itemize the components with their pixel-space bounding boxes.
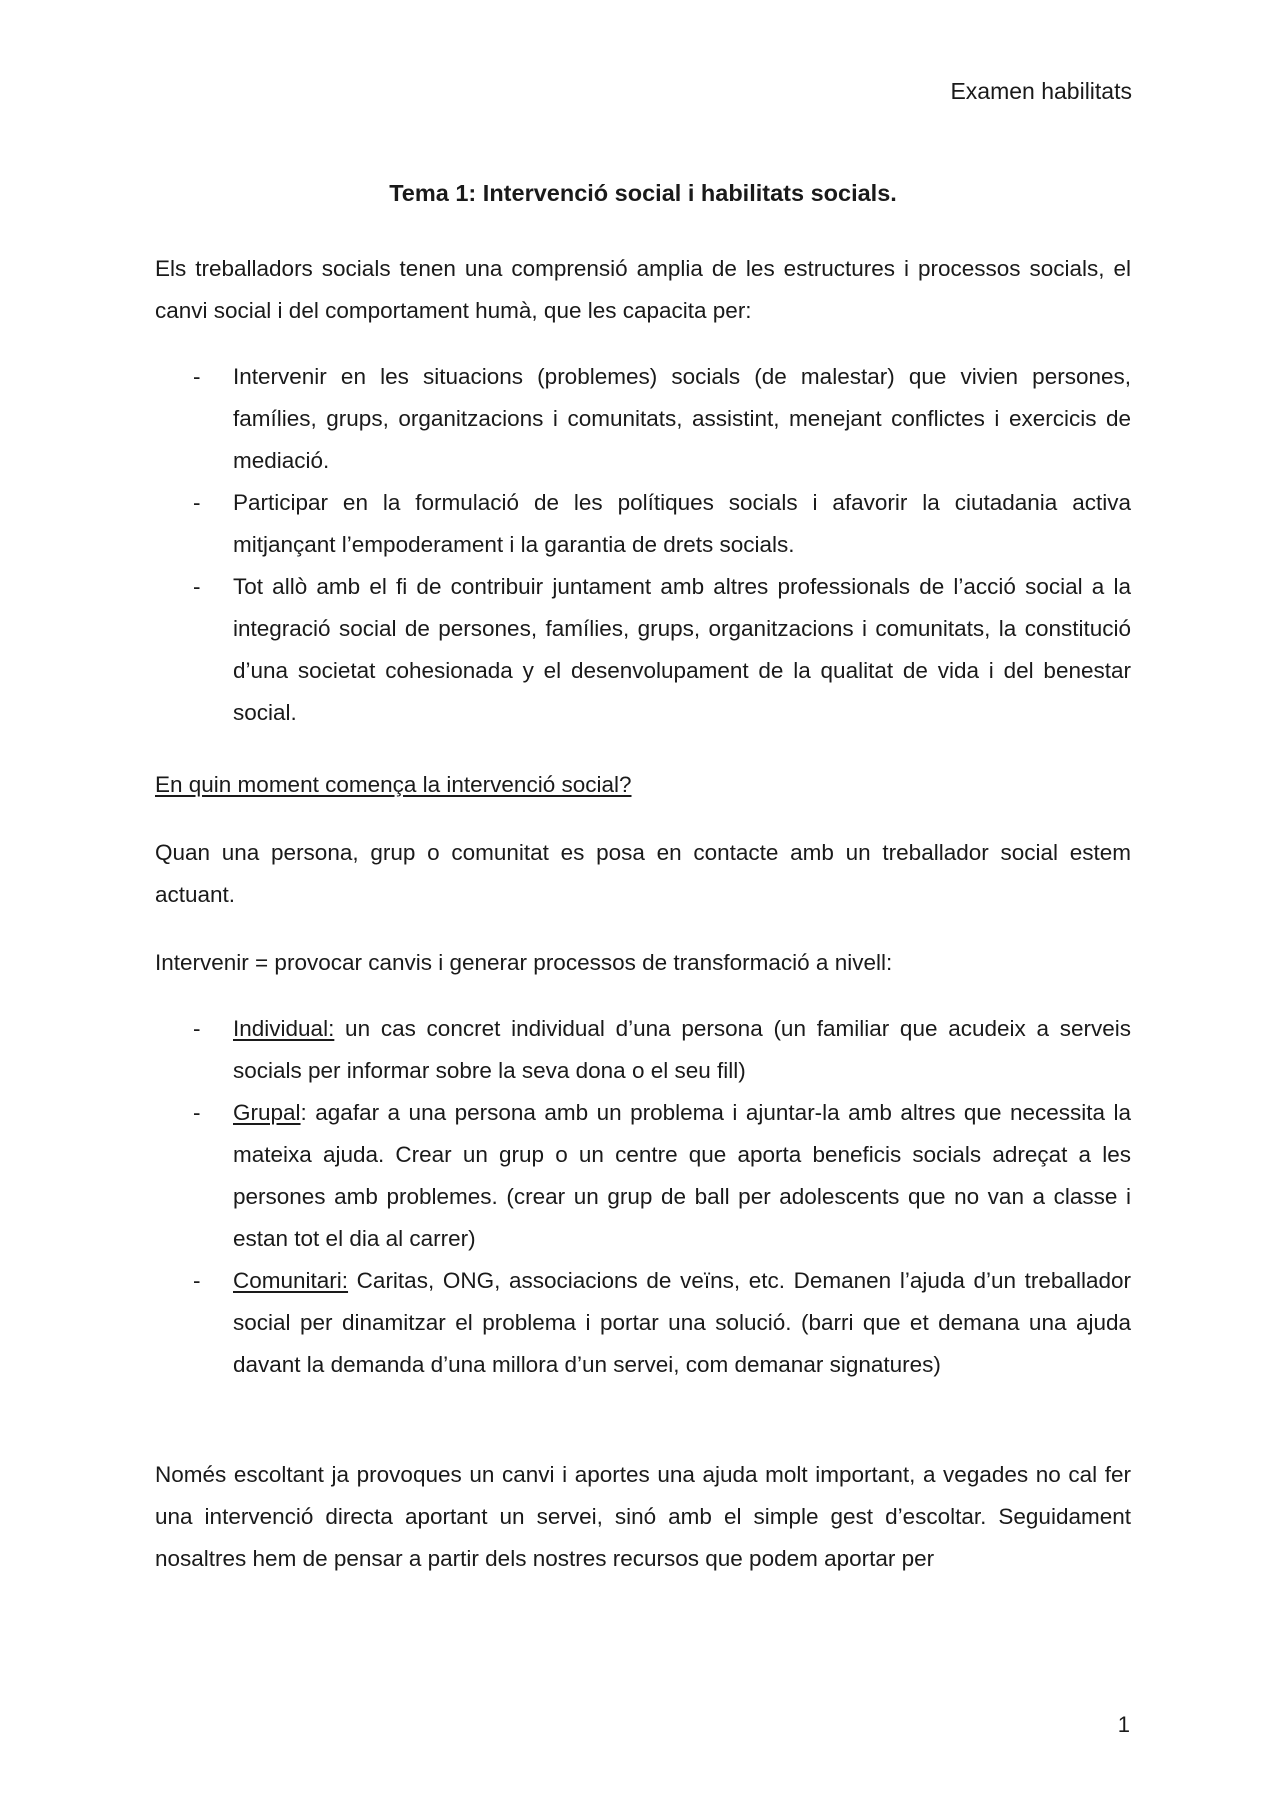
list-item-text: Intervenir en les situacions (problemes) socials (de malestar) que vivien persones, famílies, grups, organitzacions i comunitats, assistint, menejant conflictes i exercicis de mediació. xyxy=(233,364,1131,473)
level-term: Individual: xyxy=(233,1016,335,1041)
levels-list-block xyxy=(155,1008,1131,1386)
dash-bullet: - xyxy=(193,1100,201,1125)
list-item-text: Tot allò amb el fi de contribuir juntament amb altres professionals de l’acció social a la integració social de persones, famílies, grups, organitzacions i comunitats, la constitució d’una societat cohesionada y el desenvolupament de la qualitat de vida i del benestar social. xyxy=(233,574,1131,725)
level-text: : agafar a una persona amb un problema i ajuntar-la amb altres que necessita la mateixa ajuda. Crear un grup o un centre que aporta beneficis socials adreçat a les persones amb problemes. (crear un grup de ball per adolescents que no van a classe i estan tot el dia al carrer) xyxy=(233,1100,1131,1251)
closing-paragraph: Només escoltant ja provoques un canvi i aportes una ajuda molt important, a vegades no cal fer una intervenció directa aportant un servei, sinó amb el simple gest d’escoltar. Seguidament nosaltres hem de pensar a partir dels nostres recursos que podem aportar per xyxy=(155,1462,1131,1571)
capacities-list-block xyxy=(155,356,1131,734)
answer-paragraph: Quan una persona, grup o comunitat es posa en contacte amb un treballador social estem actuant. xyxy=(155,840,1131,907)
list-item xyxy=(155,482,1131,566)
answer-block xyxy=(155,832,1131,916)
capacities-list xyxy=(155,356,1131,734)
section-question: En quin moment comença la intervenció social? xyxy=(155,772,632,797)
intervenir-definition: Intervenir = provocar canvis i generar processos de transformació a nivell: xyxy=(155,950,893,975)
dash-bullet: - xyxy=(193,490,201,515)
level-text: un cas concret individual d’una persona (un familiar que acudeix a serveis socials per informar sobre la seva dona o el seu fill) xyxy=(233,1016,1131,1083)
page-number: 1 xyxy=(1117,1712,1130,1737)
list-item xyxy=(155,1260,1131,1386)
dash-bullet: - xyxy=(193,1016,201,1041)
level-term: Grupal xyxy=(233,1100,301,1125)
list-item-text: Participar en la formulació de les polítiques socials i afavorir la ciutadania activa mitjançant l’empoderament i la garantia de drets socials. xyxy=(233,490,1131,557)
dash-bullet: - xyxy=(193,574,201,599)
levels-list xyxy=(155,1008,1131,1386)
intervenir-block xyxy=(155,942,1131,984)
level-term: Comunitari: xyxy=(233,1268,349,1293)
page-title: Tema 1: Intervenció social i habilitats socials. xyxy=(389,180,897,206)
intro-paragraph: Els treballadors socials tenen una comprensió amplia de les estructures i processos socials, el canvi social i del comportament humà, que les capacita per: xyxy=(155,256,1131,323)
list-item xyxy=(155,1092,1131,1260)
intro-paragraph-block xyxy=(155,248,1131,332)
question-block xyxy=(155,764,1131,806)
level-text: Caritas, ONG, associacions de veïns, etc. Demanen l’ajuda d’un treballador social per dinamitzar el problema i portar una solució. (barri que et demana una ajuda davant la demanda d’una millora d’un servei, com demanar signatures) xyxy=(233,1268,1131,1377)
list-item xyxy=(155,566,1131,734)
list-item xyxy=(155,356,1131,482)
dash-bullet: - xyxy=(193,364,201,389)
dash-bullet: - xyxy=(193,1268,201,1293)
list-item xyxy=(155,1008,1131,1092)
running-header: Examen habilitats xyxy=(950,78,1132,104)
closing-block xyxy=(155,1454,1131,1580)
